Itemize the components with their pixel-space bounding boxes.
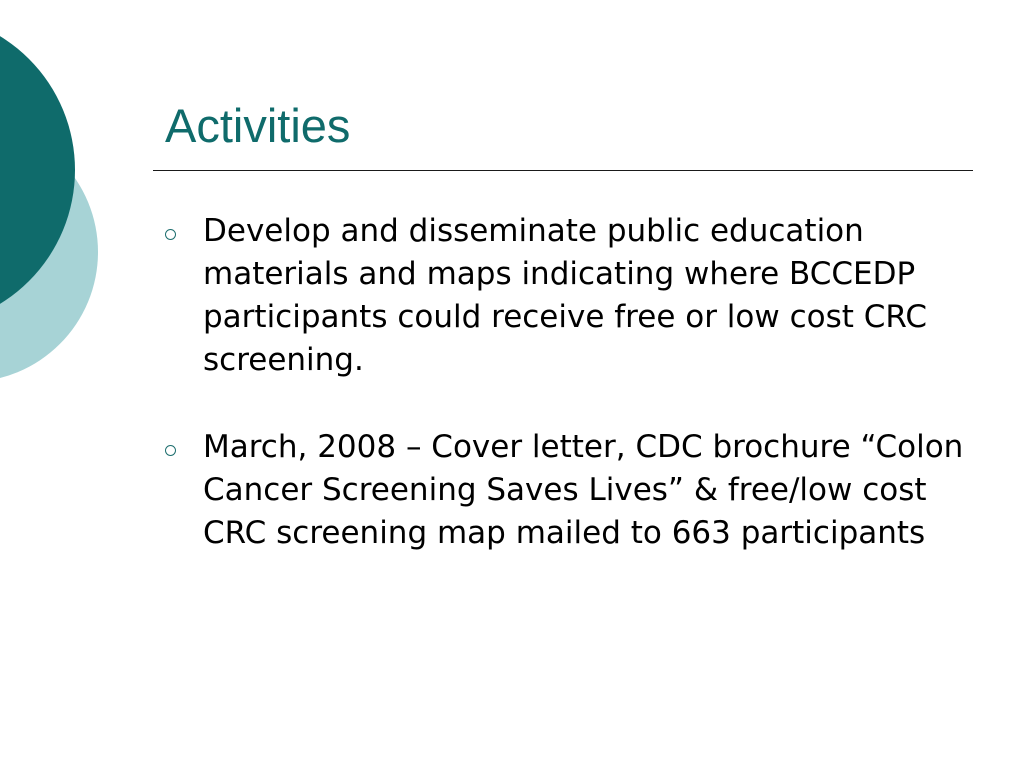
hollow-circle-bullet-icon	[165, 445, 176, 456]
title-underline	[153, 170, 973, 171]
bullet-text: March, 2008 – Cover letter, CDC brochure “Colon Cancer Screening Saves Lives” & free/low cost CRC screening map mailed to 663 participants	[203, 429, 964, 551]
bullet-item	[165, 210, 970, 382]
bullet-text: Develop and disseminate public education materials and maps indicating where BCCEDP participants could receive free or low cost CRC screening.	[203, 213, 928, 378]
bullet-list	[165, 210, 970, 599]
hollow-circle-bullet-icon	[165, 229, 176, 240]
decorative-circles	[0, 0, 120, 420]
bullet-item	[165, 426, 970, 555]
slide-title: Activities	[165, 99, 351, 152]
